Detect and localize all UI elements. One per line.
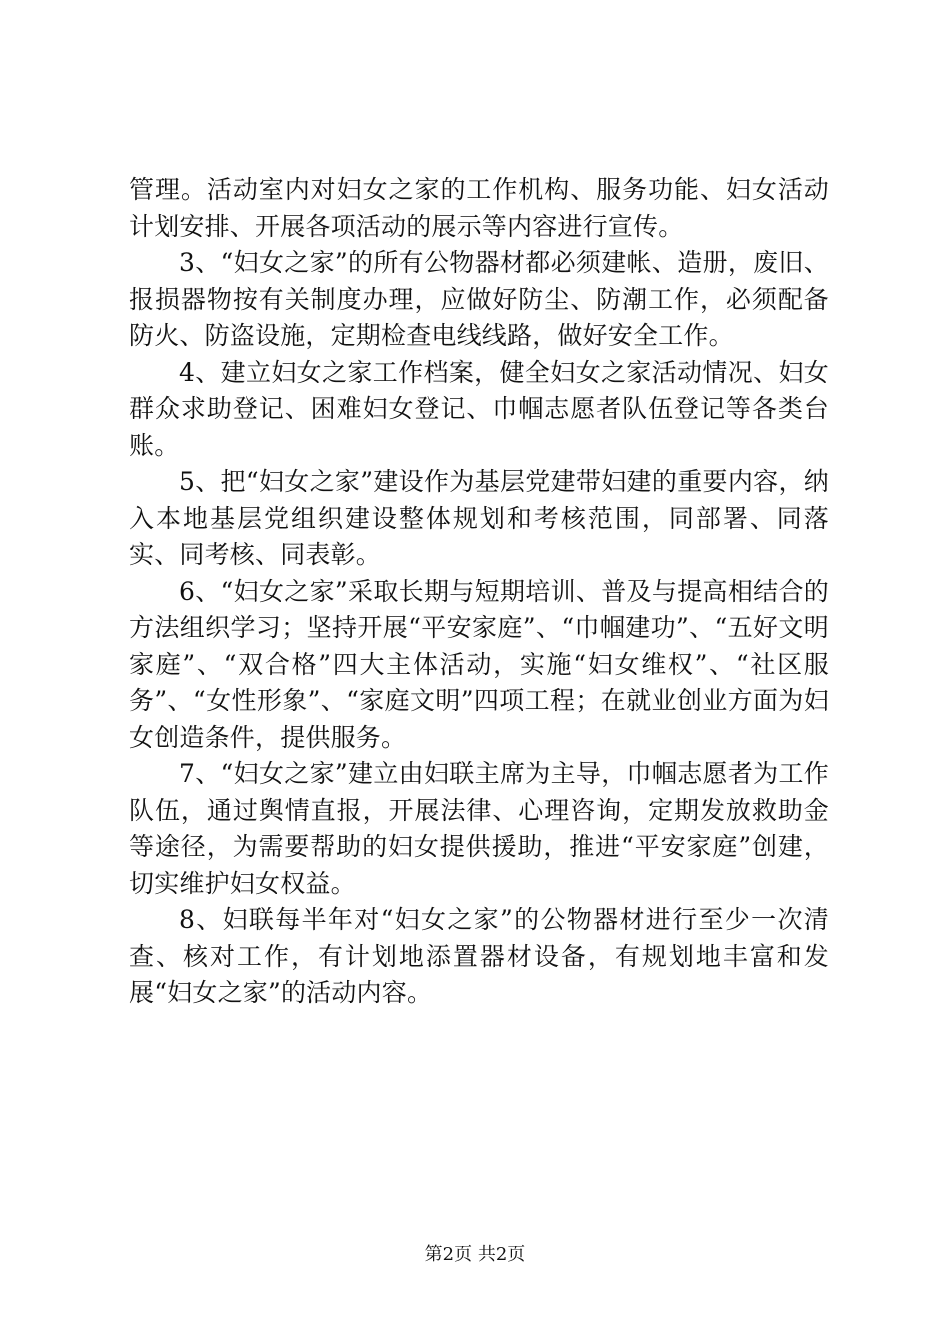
paragraph-item-8: 8、妇联每半年对“妇女之家”的公物器材进行至少一次清查、核对工作，有计划地添置器材设备，有规划地丰富和发展“妇女之家”的活动内容。 bbox=[129, 905, 829, 1007]
paragraph-continuation: 管理。活动室内对妇女之家的工作机构、服务功能、妇女活动计划安排、开展各项活动的展示等内容进行宣传。 bbox=[129, 175, 829, 241]
paragraph-item-4: 4、建立妇女之家工作档案，健全妇女之家活动情况、妇女群众求助登记、困难妇女登记、巾帼志愿者队伍登记等各类台账。 bbox=[129, 357, 829, 460]
document-body bbox=[129, 172, 829, 1012]
page-number-footer: 第2页 共2页 bbox=[424, 1244, 526, 1265]
paragraph-item-6: 6、“妇女之家”采取长期与短期培训、普及与提高相结合的方法组织学习；坚持开展“平安家庭”、“巾帼建功”、“五好文明家庭”、“双合格”四大主体活动，实施“妇女维权”、“社区服务”、“女性形象”、“家庭文明”四项工程；在就业创业方面为妇女创造条件，提供服务。 bbox=[129, 576, 829, 752]
paragraph-item-7: 7、“妇女之家”建立由妇联主席为主导，巾帼志愿者为工作队伍，通过舆情直报，开展法律、心理咨询，定期发放救助金等途径，为需要帮助的妇女提供援助，推进“平安家庭”创建，切实维护妇女权益。 bbox=[129, 759, 829, 898]
paragraph-item-3: 3、“妇女之家”的所有公物器材都必须建帐、造册，废旧、报损器物按有关制度办理，应做好防尘、防潮工作，必须配备防火、防盗设施，定期检查电线线路，做好安全工作。 bbox=[129, 248, 829, 350]
paragraph-item-5: 5、把“妇女之家”建设作为基层党建带妇建的重要内容，纳入本地基层党组织建设整体规划和考核范围，同部署、同落实、同考核、同表彰。 bbox=[129, 467, 829, 569]
